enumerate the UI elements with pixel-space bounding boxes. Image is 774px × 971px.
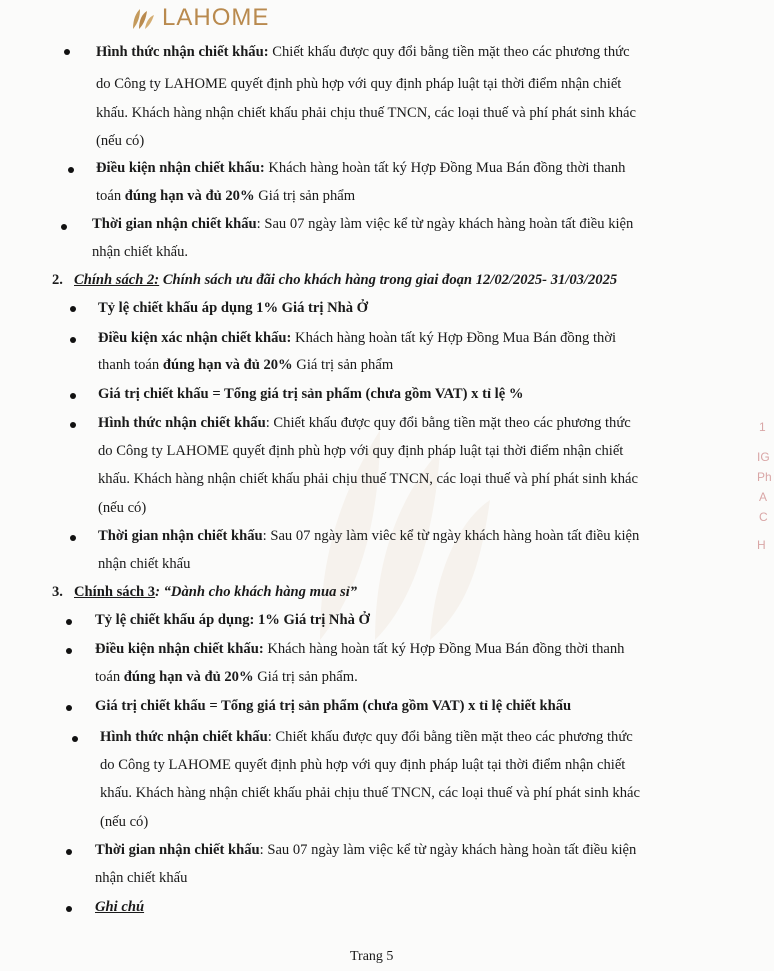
s3-thoi-gian-line-2: nhận chiết khấu <box>95 870 188 886</box>
bullet-icon <box>66 906 72 912</box>
s2-hinh-thuc-line-4: (nếu có) <box>98 500 147 516</box>
s3-hinh-thuc-line-3: khấu. Khách hàng nhận chiết khấu phải chịu thuế TNCN, các loại thuế và phí phát sinh khác <box>100 785 640 801</box>
bullet-icon <box>66 849 72 855</box>
bullet-icon <box>64 49 70 55</box>
bullet-icon <box>68 167 74 173</box>
section-3-title: Chính sách 3: “Dành cho khách hàng mua sỉ” <box>74 584 358 600</box>
logo-text: LAHOME <box>162 4 270 31</box>
hinh-thuc-line-4: (nếu có) <box>96 133 145 149</box>
s2-dieu-kien-line-2: thanh toán đúng hạn và đủ 20% Giá trị sản phẩm <box>98 357 394 373</box>
hinh-thuc-line-3: khấu. Khách hàng nhận chiết khấu phải chịu thuế TNCN, các loại thuế và phí phát sinh khác <box>96 105 636 121</box>
thoi-gian-line-1: Thời gian nhận chiết khấu: Sau 07 ngày làm việc kể từ ngày khách hàng hoàn tất điều kiện <box>92 216 634 232</box>
hinh-thuc-line-2: do Công ty LAHOME quyết định phù hợp với quy định pháp luật tại thời điểm nhận chiết <box>96 76 622 92</box>
lahome-leaf-logo-icon <box>130 5 156 31</box>
red-stamp-fragment: 1 IG Ph A C H <box>757 420 772 552</box>
page-number: Trang 5 <box>350 949 394 964</box>
section-2-number: 2. <box>52 272 63 288</box>
company-logo <box>130 4 269 32</box>
s2-dieu-kien-line-1: Điều kiện xác nhận chiết khấu: Khách hàng hoàn tất ký Hợp Đồng Mua Bán đồng thời <box>98 330 617 346</box>
bullet-icon <box>66 648 72 654</box>
bullet-icon <box>70 337 76 343</box>
thoi-gian-line-2: nhận chiết khấu. <box>92 244 189 260</box>
bullet-icon <box>66 619 72 625</box>
s2-hinh-thuc-line-3: khấu. Khách hàng nhận chiết khấu phải chịu thuế TNCN, các loại thuế và phí phát sinh khác <box>98 471 638 487</box>
dieu-kien-line-2: toán đúng hạn và đủ 20% Giá trị sản phẩm <box>96 188 356 204</box>
s2-hinh-thuc-line-1: Hình thức nhận chiết khấu: Chiết khấu được quy đổi bằng tiền mặt theo các phương thức <box>98 415 631 431</box>
s3-dieu-kien-line-1: Điều kiện nhận chiết khấu: Khách hàng hoàn tất ký Hợp Đồng Mua Bán đồng thời thanh <box>95 641 625 657</box>
s2-hinh-thuc-line-2: do Công ty LAHOME quyết định phù hợp với quy định pháp luật tại thời điểm nhận chiết <box>98 443 624 459</box>
s2-thoi-gian-line-1: Thời gian nhận chiết khấu: Sau 07 ngày làm viêc kể từ ngày khách hàng hoàn tất điều kiện <box>98 528 640 544</box>
s3-ty-le: Tỷ lệ chiết khấu áp dụng: 1% Giá trị Nhà Ở <box>95 612 370 628</box>
bullet-icon <box>70 422 76 428</box>
bullet-icon <box>66 705 72 711</box>
dieu-kien-line-1: Điều kiện nhận chiết khấu: Khách hàng hoàn tất ký Hợp Đồng Mua Bán đồng thời thanh <box>96 160 626 176</box>
section-3-number: 3. <box>52 584 63 600</box>
hinh-thuc-line-1: Hình thức nhận chiết khấu: Chiết khấu được quy đổi bằng tiền mặt theo các phương thức <box>96 44 630 60</box>
bullet-icon <box>70 306 76 312</box>
s3-thoi-gian-line-1: Thời gian nhận chiết khấu: Sau 07 ngày làm việc kể từ ngày khách hàng hoàn tất điều kiện <box>95 842 637 858</box>
section-2-title: Chính sách 2: Chính sách ưu đãi cho khách hàng trong giai đoạn 12/02/2025- 31/03/2025 <box>74 272 618 288</box>
s2-gia-tri: Giá trị chiết khấu = Tổng giá trị sản phẩm (chưa gồm VAT) x tỉ lệ % <box>98 386 524 402</box>
s3-gia-tri: Giá trị chiết khấu = Tổng giá trị sản phẩm (chưa gồm VAT) x tỉ lệ chiết khấu <box>95 698 572 714</box>
s2-thoi-gian-line-2: nhận chiết khấu <box>98 556 191 572</box>
s3-hinh-thuc-line-2: do Công ty LAHOME quyết định phù hợp với quy định pháp luật tại thời điểm nhận chiết <box>100 757 626 773</box>
s3-hinh-thuc-line-4: (nếu có) <box>100 814 149 830</box>
bullet-icon <box>70 393 76 399</box>
bullet-icon <box>72 736 78 742</box>
bullet-icon <box>70 535 76 541</box>
s3-dieu-kien-line-2: toán đúng hạn và đủ 20% Giá trị sản phẩm. <box>95 669 358 685</box>
bullet-icon <box>61 224 67 230</box>
s3-hinh-thuc-line-1: Hình thức nhận chiết khấu: Chiết khấu được quy đổi bằng tiền mặt theo các phương thức <box>100 729 633 745</box>
ghi-chu-heading: Ghi chú <box>95 899 145 915</box>
s2-ty-le: Tỷ lệ chiết khấu áp dụng 1% Giá trị Nhà Ở <box>98 300 369 316</box>
